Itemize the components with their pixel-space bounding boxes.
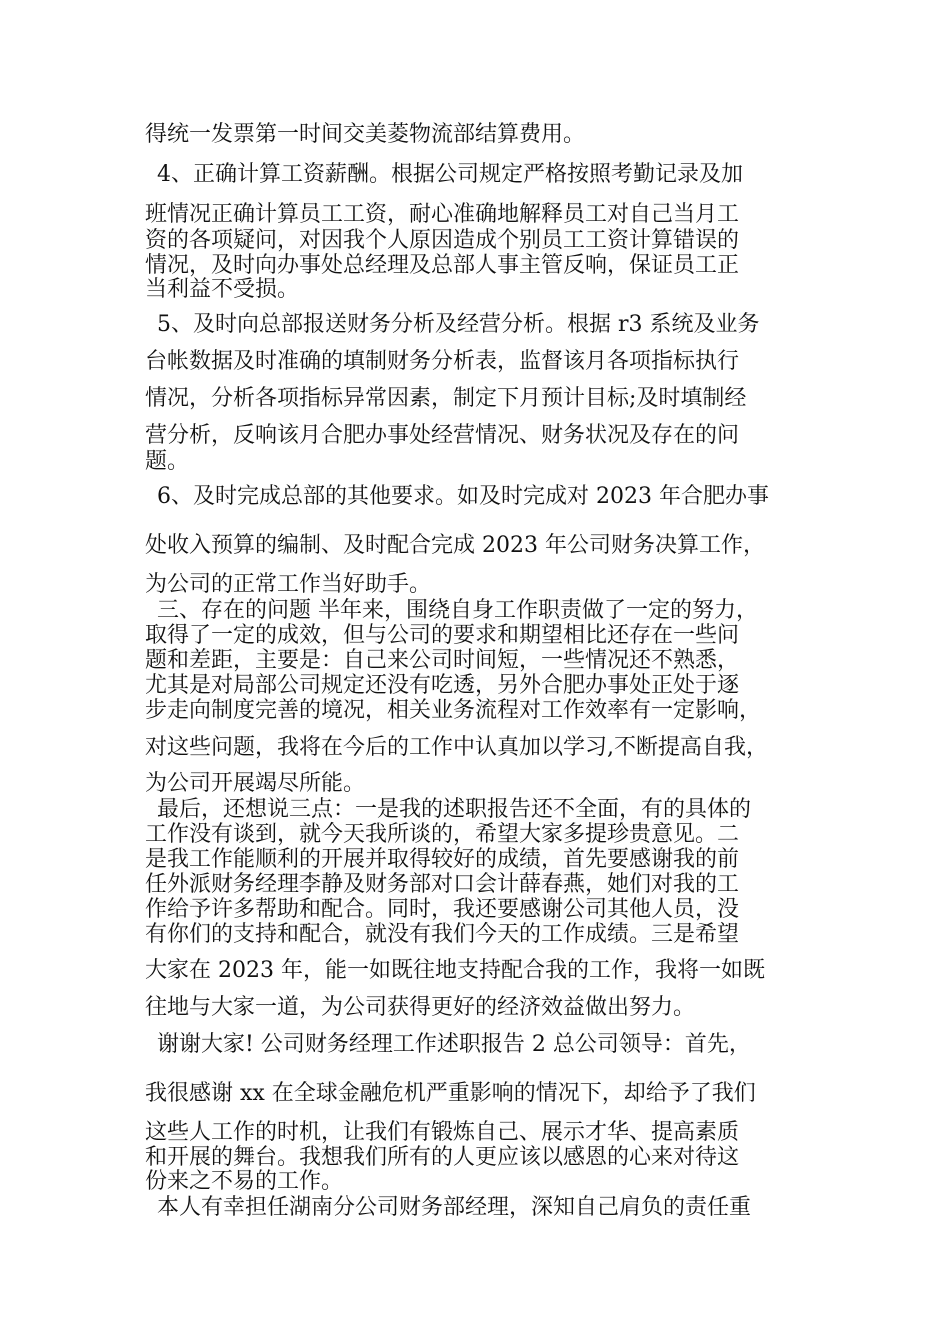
text-line: 最后，还想说三点：一是我的述职报告还不全面，有的具体的 — [157, 797, 752, 822]
text-line: 尤其是对局部公司规定还没有吃透，另外合肥办事处正处于逐 — [145, 673, 740, 698]
text-line: 情况，分析各项指标异常因素，制定下月预计目标;及时填制经 — [145, 386, 747, 411]
text-line: 为公司的正常工作当好助手。 — [145, 572, 432, 597]
text-line: 作给予许多帮助和配合。同时，我还要感谢公司其他人员，没 — [145, 897, 740, 922]
text-line: 题和差距，主要是：自己来公司时间短，一些情况还不熟悉， — [145, 648, 740, 673]
text-line: 有你们的支持和配合，就没有我们今天的工作成绩。三是希望 — [145, 922, 740, 947]
text-line: 本人有幸担任湖南分公司财务部经理，深知自己肩负的责任重 — [157, 1195, 752, 1220]
text-line: 当利益不受损。 — [145, 277, 300, 302]
text-line: 三、存在的问题 半年来，围绕自身工作职责做了一定的努力， — [157, 598, 758, 623]
text-line: 往地与大家一道，为公司获得更好的经济效益做出努力。 — [145, 995, 696, 1020]
text-line: 营分析，反响该月合肥办事处经营情况、财务状况及存在的问 — [145, 423, 740, 448]
text-line: 得统一发票第一时间交美菱物流部结算费用。 — [145, 122, 586, 147]
text-line: 我很感谢 xx 在全球金融危机严重影响的情况下，却给予了我们 — [145, 1081, 756, 1106]
text-line: 4、正确计算工资薪酬。根据公司规定严格按照考勤记录及加 — [157, 162, 743, 187]
text-line: 取得了一定的成效，但与公司的要求和期望相比还存在一些问 — [145, 623, 740, 648]
text-line: 为公司开展竭尽所能。 — [145, 771, 366, 796]
text-line: 和开展的舞台。我想我们所有的人更应该以感恩的心来对待这 — [145, 1145, 740, 1170]
text-line: 任外派财务经理李静及财务部对口会计薛春燕，她们对我的工 — [145, 872, 740, 897]
text-line: 班情况正确计算员工工资，耐心准确地解释员工对自己当月工 — [145, 202, 740, 227]
text-line: 5、及时向总部报送财务分析及经营分析。根据 r3 系统及业务 — [157, 312, 760, 337]
text-line: 题。 — [145, 449, 190, 474]
text-line: 对这些问题，我将在今后的工作中认真加以学习,不断提高自我， — [145, 735, 768, 760]
text-line: 份来之不易的工作。 — [145, 1169, 344, 1194]
text-line: 处收入预算的编制、及时配合完成 2023 年公司财务决算工作， — [145, 533, 765, 558]
text-line: 6、及时完成总部的其他要求。如及时完成对 2023 年合肥办事 — [157, 484, 769, 509]
text-line: 工作没有谈到，就今天我所谈的，希望大家多提珍贵意见。二 — [145, 822, 740, 847]
text-line: 这些人工作的时机，让我们有锻炼自己、展示才华、提高素质 — [145, 1120, 740, 1145]
text-line: 资的各项疑问，对因我个人原因造成个别员工工资计算错误的 — [145, 228, 740, 253]
text-line: 是我工作能顺利的开展并取得较好的成绩，首先要感谢我的前 — [145, 847, 740, 872]
text-line: 步走向制度完善的境况，相关业务流程对工作效率有一定影响， — [145, 698, 762, 723]
text-line: 情况，及时向办事处总经理及总部人事主管反响，保证员工正 — [145, 253, 740, 278]
text-line: 台帐数据及时准确的填制财务分析表，监督该月各项指标执行 — [145, 349, 740, 374]
text-line: 谢谢大家! 公司财务经理工作述职报告 2 总公司领导：首先， — [157, 1032, 751, 1057]
text-line: 大家在 2023 年，能一如既往地支持配合我的工作，我将一如既 — [145, 958, 765, 983]
